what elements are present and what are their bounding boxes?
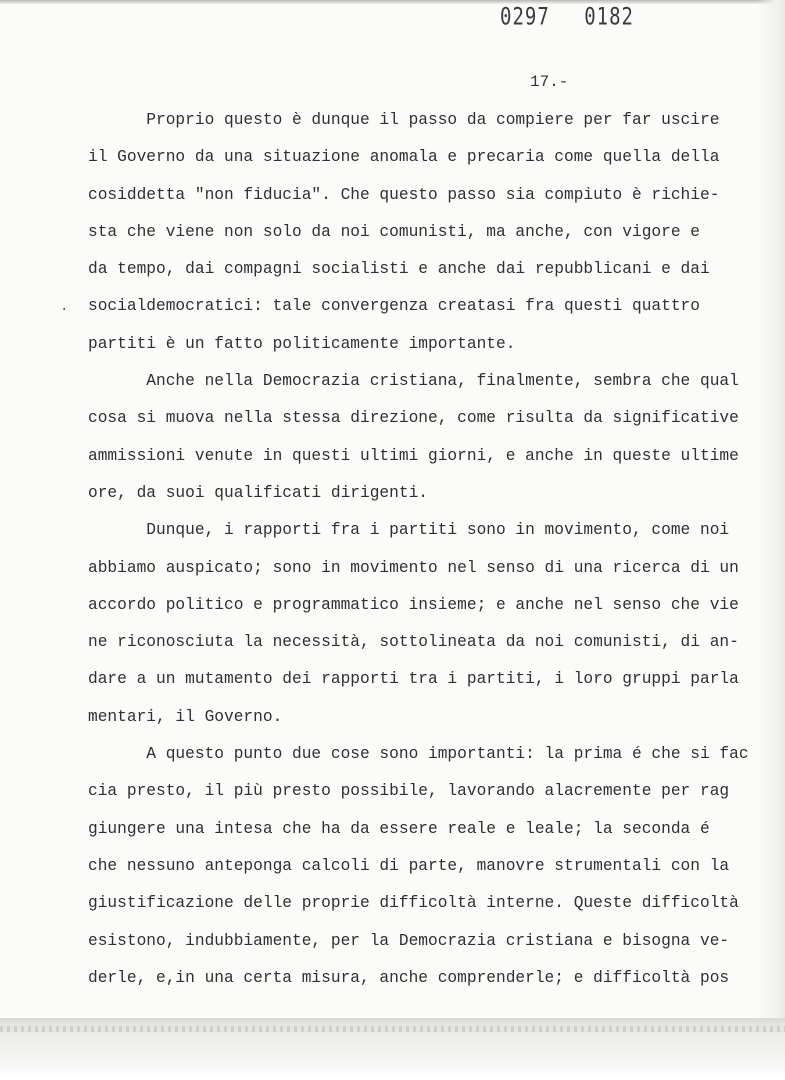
text-line: ammissioni venute in questi ultimi giorni, e anche in queste ultime bbox=[88, 446, 739, 465]
typed-body-text bbox=[88, 109, 768, 1004]
paragraph bbox=[88, 743, 768, 1004]
text-line: dare a un mutamento dei rapporti tra i partiti, i loro gruppi parla bbox=[88, 670, 739, 689]
text-line: ne riconosciuta la necessità, sottolineata da noi comunisti, di an- bbox=[88, 633, 739, 652]
text-line: Proprio questo è dunque il passo da compiere per far uscire bbox=[88, 111, 720, 129]
text-line: giustificazione delle proprie difficoltà interne. Queste difficoltà bbox=[88, 894, 739, 913]
paragraph bbox=[88, 109, 768, 370]
text-line: che nessuno anteponga calcoli di parte, manovre strumentali con la bbox=[88, 856, 730, 875]
scan-bottom-strip bbox=[0, 1026, 785, 1032]
archive-code-right: 0182 bbox=[584, 3, 634, 31]
archive-code-left: 0297 bbox=[500, 3, 550, 31]
text-line: il Governo da una situazione anomala e precaria come quella della bbox=[88, 148, 720, 167]
text-line: derle, e,in una certa misura, anche comprenderle; e difficoltà pos bbox=[88, 968, 730, 987]
text-line: cosiddetta "non fiducia". Che questo passo sia compiuto è richie- bbox=[88, 185, 720, 204]
paragraph bbox=[88, 370, 768, 519]
text-line: cosa si muova nella stessa direzione, come risulta da significative bbox=[88, 409, 739, 428]
text-line: esistono, indubbiamente, per la Democrazia cristiana e bisogna ve- bbox=[88, 931, 730, 950]
text-line: mentari, il Governo. bbox=[88, 707, 283, 726]
paragraph bbox=[88, 519, 768, 743]
text-line: abbiamo auspicato; sono in movimento nel senso di una ricerca di un bbox=[88, 558, 739, 577]
archive-stamp bbox=[500, 3, 634, 31]
text-line: Dunque, i rapporti fra i partiti sono in movimento, come noi bbox=[88, 521, 730, 540]
text-line: A questo punto due cose sono importanti: la prima é che si fac bbox=[88, 745, 749, 764]
margin-mark: · bbox=[60, 302, 69, 318]
text-line: socialdemocratici: tale convergenza creatasi fra questi quattro bbox=[88, 297, 700, 316]
text-line: giungere una intesa che ha da essere reale e leale; la seconda é bbox=[88, 819, 710, 838]
text-line: accordo politico e programmatico insieme; e anche nel senso che vie bbox=[88, 595, 739, 614]
text-line: sta che viene non solo da noi comunisti, ma anche, con vigore e bbox=[88, 222, 700, 241]
text-line: partiti è un fatto politicamente importante. bbox=[88, 334, 516, 353]
text-line: cia presto, il più presto possibile, lavorando alacremente per rag bbox=[88, 782, 730, 801]
page-number: 17.- bbox=[530, 73, 569, 91]
scan-top-edge bbox=[0, 0, 785, 4]
text-line: ore, da suoi qualificati dirigenti. bbox=[88, 483, 428, 502]
text-line: Anche nella Democrazia cristiana, finalmente, sembra che qual bbox=[88, 372, 739, 391]
text-line: da tempo, dai compagni socialisti e anche dai repubblicani e dai bbox=[88, 260, 710, 279]
